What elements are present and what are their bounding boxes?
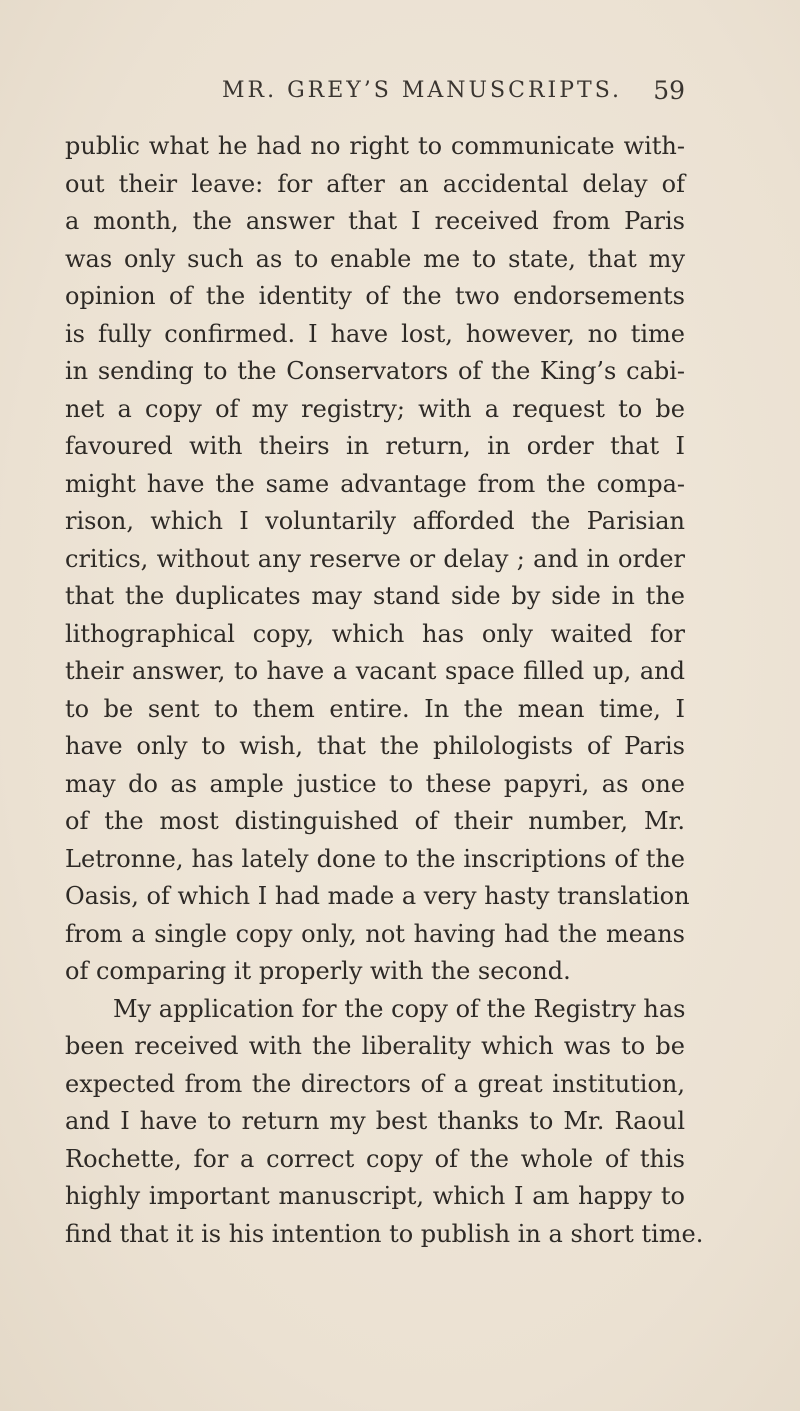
text-line: lithographical copy, which has only waited for [65,619,685,648]
text-line: find that it is his intention to publish in a short time. [65,1219,704,1248]
text-line: a month, the answer that I received from Paris [65,207,685,235]
text-line: might have the same advantage from the compa- [65,469,685,498]
page-number: 59 [653,76,685,105]
text-line: in sending to the Conservators of the King’s cabi- [65,357,685,385]
text-line: rison, which I voluntarily afforded the Parisian [65,507,685,535]
body-text [65,128,704,1253]
text-line: highly important manuscript, which I am happy to [65,1182,685,1210]
page-header [0,78,800,118]
text-line: was only such as to enable me to state, that my [65,244,685,273]
text-line: of comparing it properly with the second. [65,957,571,985]
text-line: their answer, to have a vacant space filled up, and [65,657,685,685]
text-line: Oasis, of which I had made a very hasty translation [65,882,690,910]
text-line: net a copy of my registry; with a request to be [65,394,685,423]
text-line: critics, without any reserve or delay ; and in order [65,544,685,573]
text-line: public what he had no right to communicate with- [65,132,685,160]
text-line: from a single copy only, not having had the means [65,919,685,948]
text-line: that the duplicates may stand side by side in the [65,582,685,610]
text-line: out their leave: for after an accidental delay of [65,169,685,198]
text-line: Letronne, has lately done to the inscriptions of the [65,844,685,873]
paragraph-first-line: My application for the copy of the Registry has [113,994,686,1023]
text-line: favoured with theirs in return, in order that I [65,432,685,460]
text-line: to be sent to them entire. In the mean time, I [65,694,685,723]
text-line: expected from the directors of a great institution, [65,1069,685,1098]
text-line: of the most distinguished of their number, Mr. [65,807,685,835]
text-line: and I have to return my best thanks to Mr. Raoul [65,1107,685,1135]
text-line: is fully confirmed. I have lost, however, no time [65,319,685,348]
text-line: opinion of the identity of the two endorsements [65,282,685,310]
running-head: MR. GREY’S MANUSCRIPTS. [222,78,622,103]
text-line: Rochette, for a correct copy of the whole of this [65,1144,685,1173]
text-line: may do as ample justice to these papyri, as one [65,769,685,798]
text-line: have only to wish, that the philologists of Paris [65,732,685,760]
text-line: been received with the liberality which was to be [65,1032,685,1060]
